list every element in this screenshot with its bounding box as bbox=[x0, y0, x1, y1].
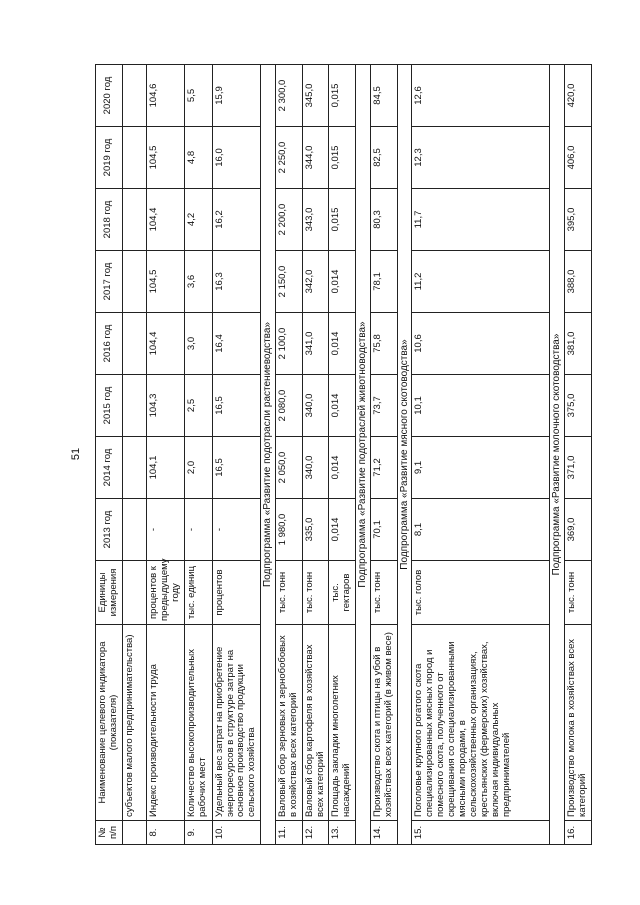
value-cell: 11,2 bbox=[412, 251, 550, 313]
indicator-name: Валовый сбор картофеля в хозяйствах всех категорий bbox=[302, 625, 329, 821]
header-row bbox=[96, 65, 123, 845]
value-cell: 0,015 bbox=[329, 127, 356, 189]
value-cell: 341,0 bbox=[302, 313, 329, 375]
table-row bbox=[370, 65, 397, 845]
empty-cell bbox=[122, 313, 146, 375]
row-number: 8. bbox=[146, 821, 184, 845]
table-row bbox=[412, 65, 550, 845]
indicator-name: Производство скота и птицы на убой в хозяйствах всех категорий (в живом весе) bbox=[370, 625, 397, 821]
value-cell: 104,3 bbox=[146, 375, 184, 437]
header-year: 2017 год bbox=[96, 251, 123, 313]
value-cell: 343,0 bbox=[302, 189, 329, 251]
indicator-name: Количество высокопроизводительных рабочих мест bbox=[184, 625, 212, 821]
empty-cell bbox=[122, 437, 146, 499]
value-cell: 0,014 bbox=[329, 437, 356, 499]
value-cell: 84,5 bbox=[370, 65, 397, 127]
subprogram-row bbox=[397, 65, 412, 845]
header-name: Наименование целевого индикатора (показателя) bbox=[96, 625, 123, 821]
unit-cell: тыс. единиц bbox=[184, 561, 212, 625]
value-cell: 4,2 bbox=[184, 189, 212, 251]
subprogram-row bbox=[261, 65, 276, 845]
value-cell: 10,6 bbox=[412, 313, 550, 375]
value-cell: 2 300,0 bbox=[275, 65, 302, 127]
value-cell: 0,014 bbox=[329, 251, 356, 313]
value-cell: 12,3 bbox=[412, 127, 550, 189]
table-row bbox=[275, 65, 302, 845]
unit-cell: тыс. гектаров bbox=[329, 561, 356, 625]
value-cell: 3,6 bbox=[184, 251, 212, 313]
value-cell: 395,0 bbox=[564, 189, 591, 251]
value-cell: 104,4 bbox=[146, 189, 184, 251]
empty-cell bbox=[122, 375, 146, 437]
value-cell: 2 200,0 bbox=[275, 189, 302, 251]
empty-cell bbox=[122, 251, 146, 313]
value-cell: 5,5 bbox=[184, 65, 212, 127]
value-cell: 73,7 bbox=[370, 375, 397, 437]
value-cell: 16,4 bbox=[212, 313, 261, 375]
empty-cell bbox=[122, 127, 146, 189]
value-cell: 82,5 bbox=[370, 127, 397, 189]
value-cell: 16,5 bbox=[212, 375, 261, 437]
unit-cell: тыс. тонн bbox=[370, 561, 397, 625]
value-cell: 2,0 bbox=[184, 437, 212, 499]
table-row bbox=[184, 65, 212, 845]
value-cell: 80,3 bbox=[370, 189, 397, 251]
indicator-name: Валовый сбор зерновых и зернобобовых в хозяйствах всех категорий bbox=[275, 625, 302, 821]
table-row bbox=[146, 65, 184, 845]
value-cell: 0,014 bbox=[329, 375, 356, 437]
unit-cell: тыс. голов bbox=[412, 561, 550, 625]
value-cell: 0,014 bbox=[329, 313, 356, 375]
value-cell: 71,2 bbox=[370, 437, 397, 499]
value-cell: 371,0 bbox=[564, 437, 591, 499]
header-year: 2020 год bbox=[96, 65, 123, 127]
unit-cell: тыс. тонн bbox=[564, 561, 591, 625]
unit-cell: процентов bbox=[212, 561, 261, 625]
value-cell: 2 250,0 bbox=[275, 127, 302, 189]
value-cell: 340,0 bbox=[302, 375, 329, 437]
table-row bbox=[302, 65, 329, 845]
subprogram-title: Подпрограмма «Развитие подотраслей животноводства» bbox=[356, 65, 371, 845]
header-unit: Единицы измерения bbox=[96, 561, 123, 625]
value-cell: 342,0 bbox=[302, 251, 329, 313]
header-year: 2013 год bbox=[96, 499, 123, 561]
rotated-page bbox=[95, 65, 610, 845]
value-cell: 104,6 bbox=[146, 65, 184, 127]
unit-cell: процентов к предыдущему году bbox=[146, 561, 184, 625]
value-cell: 11,7 bbox=[412, 189, 550, 251]
row-number: 16. bbox=[564, 821, 591, 845]
value-cell: 388,0 bbox=[564, 251, 591, 313]
value-cell: 16,0 bbox=[212, 127, 261, 189]
value-cell: 2 050,0 bbox=[275, 437, 302, 499]
value-cell: 375,0 bbox=[564, 375, 591, 437]
empty-cell bbox=[122, 561, 146, 625]
value-cell: 75,8 bbox=[370, 313, 397, 375]
value-cell: 2 100,0 bbox=[275, 313, 302, 375]
subprogram-row bbox=[550, 65, 565, 845]
subprogram-title: Подпрограмма «Развитие мясного скотоводства» bbox=[397, 65, 412, 845]
value-cell: 340,0 bbox=[302, 437, 329, 499]
continuation-text: субъектов малого предпринимательства) bbox=[122, 625, 146, 821]
value-cell: 104,5 bbox=[146, 127, 184, 189]
value-cell: 3,0 bbox=[184, 313, 212, 375]
value-cell: 104,5 bbox=[146, 251, 184, 313]
value-cell: 8,1 bbox=[412, 499, 550, 561]
empty-cell bbox=[122, 189, 146, 251]
empty-cell bbox=[122, 65, 146, 127]
value-cell: - bbox=[184, 499, 212, 561]
subprogram-title: Подпрограмма «Развитие молочного скотоводства» bbox=[550, 65, 565, 845]
row-number: 13. bbox=[329, 821, 356, 845]
indicator-name: Удельный вес затрат на приобретение энергоресурсов в структуре затрат на основное производство продукции сельского хозяйства bbox=[212, 625, 261, 821]
indicator-name: Площадь закладки многолетних насаждений bbox=[329, 625, 356, 821]
value-cell: 16,2 bbox=[212, 189, 261, 251]
value-cell: 15,9 bbox=[212, 65, 261, 127]
value-cell: 16,3 bbox=[212, 251, 261, 313]
unit-cell: тыс. тонн bbox=[302, 561, 329, 625]
value-cell: 369,0 bbox=[564, 499, 591, 561]
table-row bbox=[212, 65, 261, 845]
indicator-table bbox=[95, 64, 592, 845]
table-row bbox=[329, 65, 356, 845]
value-cell: 345,0 bbox=[302, 65, 329, 127]
value-cell: 104,4 bbox=[146, 313, 184, 375]
row-number: 10. bbox=[212, 821, 261, 845]
continuation-row bbox=[122, 65, 146, 845]
value-cell: 335,0 bbox=[302, 499, 329, 561]
value-cell: - bbox=[212, 499, 261, 561]
row-number: 15. bbox=[412, 821, 550, 845]
value-cell: 2,5 bbox=[184, 375, 212, 437]
value-cell: 0,014 bbox=[329, 499, 356, 561]
value-cell: 9,1 bbox=[412, 437, 550, 499]
header-num: № п/п bbox=[96, 821, 123, 845]
value-cell: 344,0 bbox=[302, 127, 329, 189]
header-year: 2014 год bbox=[96, 437, 123, 499]
indicator-name: Индекс производительности труда bbox=[146, 625, 184, 821]
indicator-name: Поголовье крупного рогатого скота специализированных мясных пород и помесного скота, полученного от скрещивания со специализированными мясными породами, в сельскохозяйственных организациях, крестьянских (фермерских) хозяйствах, включая индивидуальных предпринимателей bbox=[412, 625, 550, 821]
value-cell: 0,015 bbox=[329, 189, 356, 251]
header-year: 2015 год bbox=[96, 375, 123, 437]
value-cell: 16,5 bbox=[212, 437, 261, 499]
value-cell: - bbox=[146, 499, 184, 561]
value-cell: 1 980,0 bbox=[275, 499, 302, 561]
unit-cell: тыс. тонн bbox=[275, 561, 302, 625]
value-cell: 0,015 bbox=[329, 65, 356, 127]
row-number: 14. bbox=[370, 821, 397, 845]
value-cell: 10,1 bbox=[412, 375, 550, 437]
row-number: 11. bbox=[275, 821, 302, 845]
empty-cell bbox=[122, 499, 146, 561]
header-year: 2016 год bbox=[96, 313, 123, 375]
row-number: 12. bbox=[302, 821, 329, 845]
header-year: 2019 год bbox=[96, 127, 123, 189]
indicator-name: Производство молока в хозяйствах всех категорий bbox=[564, 625, 591, 821]
value-cell: 4,8 bbox=[184, 127, 212, 189]
value-cell: 70,1 bbox=[370, 499, 397, 561]
value-cell: 12,6 bbox=[412, 65, 550, 127]
value-cell: 78,1 bbox=[370, 251, 397, 313]
empty-cell bbox=[122, 821, 146, 845]
row-number: 9. bbox=[184, 821, 212, 845]
value-cell: 2 150,0 bbox=[275, 251, 302, 313]
table-row bbox=[564, 65, 591, 845]
value-cell: 406,0 bbox=[564, 127, 591, 189]
subprogram-title: Подпрограмма «Развитие подотрасли растениеводства» bbox=[261, 65, 276, 845]
value-cell: 2 080,0 bbox=[275, 375, 302, 437]
value-cell: 104,1 bbox=[146, 437, 184, 499]
value-cell: 381,0 bbox=[564, 313, 591, 375]
page-number: 51 bbox=[70, 447, 82, 461]
header-year: 2018 год bbox=[96, 189, 123, 251]
subprogram-row bbox=[356, 65, 371, 845]
value-cell: 420,0 bbox=[564, 65, 591, 127]
